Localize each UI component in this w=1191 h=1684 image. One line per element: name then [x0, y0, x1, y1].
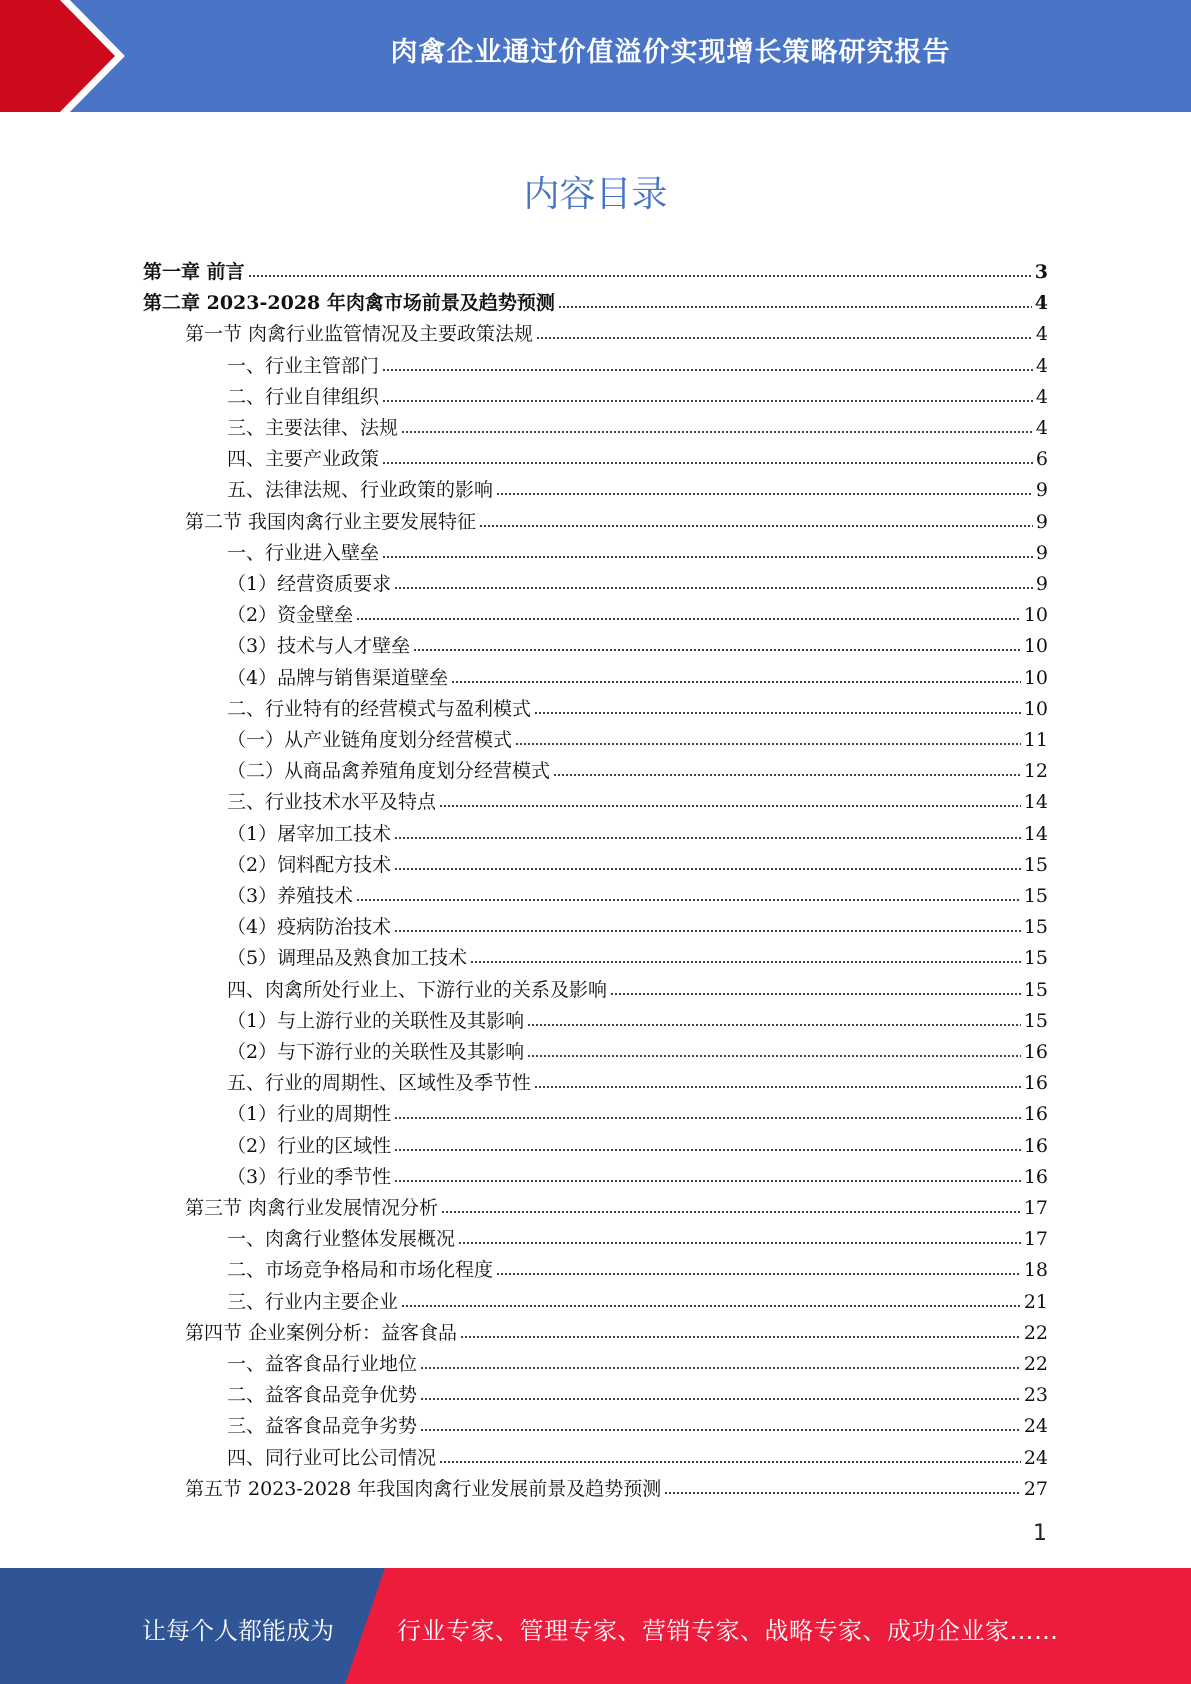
toc-title: 内容目录	[523, 174, 668, 215]
toc-dot-leader	[534, 1084, 1021, 1090]
toc-dot-leader	[536, 335, 1033, 341]
toc-entry-page: 4	[1035, 323, 1048, 346]
toc-entry[interactable]	[227, 1345, 1048, 1376]
toc-dot-leader	[401, 429, 1033, 435]
toc-entry-label: （二）从商品禽养殖角度划分经营模式	[227, 760, 551, 783]
toc-entry[interactable]	[227, 1033, 1048, 1064]
toc-dot-leader	[394, 1115, 1021, 1121]
toc-entry-page: 4	[1035, 385, 1048, 408]
toc-entry-label: 一、益客食品行业地位	[227, 1353, 418, 1375]
toc-entry[interactable]	[227, 1407, 1048, 1438]
toc-entry[interactable]	[227, 1283, 1048, 1314]
toc-entry-page: 15	[1023, 885, 1048, 907]
toc-entry-page: 27	[1023, 1477, 1048, 1500]
toc-entry[interactable]	[227, 1127, 1048, 1158]
toc-entry-page: 16	[1023, 1165, 1048, 1188]
toc-entry-label: （2）行业的区域性	[227, 1134, 392, 1157]
toc-dot-leader	[558, 304, 1032, 310]
toc-dot-leader	[534, 710, 1021, 716]
toc-entry-label: （3）养殖技术	[227, 885, 354, 907]
toc-entry[interactable]	[227, 596, 1048, 627]
toc-entry-page: 14	[1023, 822, 1048, 845]
toc-entry-label: 四、同行业可比公司情况	[227, 1446, 437, 1469]
toc-entry[interactable]	[227, 471, 1048, 502]
toc-dot-leader	[420, 1365, 1021, 1371]
toc-entry-label: 五、法律法规、行业政策的影响	[227, 479, 494, 502]
toc-dot-leader	[460, 1334, 1021, 1340]
toc-entry-page: 4	[1035, 354, 1048, 377]
toc-entry-page: 24	[1023, 1446, 1048, 1469]
toc-entry[interactable]	[227, 846, 1048, 877]
toc-entry-page: 4	[1035, 417, 1048, 439]
page-header	[0, 0, 1191, 112]
toc-entry-page: 6	[1035, 448, 1048, 471]
toc-entry[interactable]	[227, 534, 1048, 565]
toc-entry-label: （2）饲料配方技术	[227, 853, 392, 876]
toc-entry-label: （1）与上游行业的关联性及其影响	[227, 1009, 525, 1032]
toc-entry-label: （3）行业的季节性	[227, 1165, 392, 1188]
footer-slogan-left: 让每个人都能成为	[142, 1617, 334, 1645]
toc-dot-leader	[439, 1459, 1021, 1465]
toc-entry[interactable]	[227, 565, 1048, 596]
toc-entry[interactable]	[185, 1189, 1048, 1220]
toc-entry-label: 一、肉禽行业整体发展概况	[227, 1228, 456, 1251]
toc-dot-leader	[496, 1271, 1021, 1277]
toc-entry-page: 4	[1034, 292, 1048, 315]
toc-dot-leader	[382, 367, 1033, 373]
toc-entry-label: （2）资金壁垒	[227, 604, 354, 627]
toc-entry-label: 二、市场竞争格局和市场化程度	[227, 1259, 494, 1282]
toc-entry[interactable]	[185, 1470, 1048, 1501]
toc-entry-page: 12	[1023, 760, 1048, 783]
toc-entry-page: 15	[1023, 978, 1048, 1001]
toc-entry-label: 二、行业自律组织	[227, 385, 380, 408]
page-number: 1	[1033, 1521, 1047, 1546]
toc-dot-leader	[394, 1178, 1021, 1184]
toc-dot-leader	[413, 647, 1021, 653]
toc-entry-page: 22	[1023, 1353, 1048, 1375]
toc-entry-label: 三、益客食品竞争劣势	[227, 1415, 418, 1438]
toc-entry-page: 16	[1023, 1103, 1048, 1126]
toc-entry-page: 24	[1023, 1415, 1048, 1438]
toc-dot-leader	[394, 835, 1021, 841]
toc-entry-page: 10	[1023, 666, 1048, 689]
toc-dot-leader	[479, 523, 1033, 529]
toc-entry-page: 9	[1035, 510, 1048, 533]
toc-entry[interactable]	[227, 971, 1048, 1002]
toc-dot-leader	[610, 991, 1021, 997]
toc-entry[interactable]	[227, 378, 1048, 409]
toc-dot-leader	[664, 1490, 1021, 1496]
toc-dot-leader	[451, 679, 1021, 685]
toc-dot-leader	[496, 491, 1033, 497]
toc-dot-leader	[382, 460, 1033, 466]
toc-dot-leader	[394, 1147, 1021, 1153]
toc-dot-leader	[356, 897, 1021, 903]
toc-dot-leader	[382, 554, 1033, 560]
toc-entry-label: （3）技术与人才壁垒	[227, 635, 411, 658]
toc-entry-label: 五、行业的周期性、区域性及季节性	[227, 1072, 532, 1095]
toc-entry-label: （4）疫病防治技术	[227, 916, 392, 939]
toc-entry-label: （1）经营资质要求	[227, 573, 392, 595]
toc-entry-page: 16	[1023, 1134, 1048, 1157]
toc-dot-leader	[394, 866, 1021, 872]
toc-entry-page: 15	[1023, 916, 1048, 939]
toc-entry-page: 9	[1035, 573, 1048, 595]
toc-entry[interactable]	[185, 503, 1048, 534]
toc-entry[interactable]	[227, 1220, 1048, 1251]
toc-entry-label: 第一章 前言	[143, 261, 245, 283]
toc-entry-label: 第五节 2023-2028 年我国肉禽行业发展前景及趋势预测	[185, 1477, 662, 1500]
footer-slogan-right: 行业专家、管理专家、营销专家、战略专家、成功企业家……	[397, 1617, 1059, 1645]
toc-entry-page: 17	[1023, 1228, 1048, 1251]
toc-entry-label: 第四节 企业案例分析：益客食品	[185, 1321, 458, 1344]
toc-entry[interactable]	[227, 690, 1048, 721]
toc-dot-leader	[401, 1303, 1021, 1309]
toc-dot-leader	[394, 585, 1033, 591]
toc-entry-label: （4）品牌与销售渠道壁垒	[227, 666, 449, 689]
toc-entry-label: 三、行业内主要企业	[227, 1290, 399, 1313]
toc-entry[interactable]	[227, 1002, 1048, 1033]
toc-entry[interactable]	[143, 253, 1048, 284]
header-red-arrow-icon	[0, 0, 150, 112]
toc-entry-page: 16	[1023, 1072, 1048, 1095]
toc-entry-page: 9	[1035, 479, 1048, 502]
toc-entry-label: 一、行业进入壁垒	[227, 541, 380, 564]
toc-dot-leader	[394, 928, 1021, 934]
toc-entry-page: 22	[1023, 1321, 1048, 1344]
toc-entry-page: 18	[1023, 1259, 1048, 1282]
toc-entry-label: 第一节 肉禽行业监管情况及主要政策法规	[185, 323, 534, 346]
toc-entry[interactable]	[227, 908, 1048, 939]
toc-entry[interactable]	[227, 1439, 1048, 1470]
toc-entry-page: 15	[1023, 1009, 1048, 1032]
toc-entry[interactable]	[227, 1158, 1048, 1189]
toc-entry[interactable]	[227, 1064, 1048, 1095]
toc-entry-label: 三、行业技术水平及特点	[227, 791, 437, 814]
toc-entry-label: （2）与下游行业的关联性及其影响	[227, 1041, 525, 1063]
page-footer	[0, 1568, 1191, 1684]
toc-entry-page: 10	[1023, 604, 1048, 627]
toc-entry-label: 四、肉禽所处行业上、下游行业的关系及影响	[227, 978, 608, 1001]
toc-entry-page: 21	[1023, 1290, 1048, 1313]
toc-dot-leader	[527, 1022, 1021, 1028]
toc-entry[interactable]	[227, 939, 1048, 970]
toc-entry-page: 9	[1035, 541, 1048, 564]
toc-dot-leader	[553, 772, 1021, 778]
toc-entry-page: 3	[1034, 261, 1048, 283]
toc-dot-leader	[382, 398, 1033, 404]
toc-entry-label: 第三节 肉禽行业发展情况分析	[185, 1197, 439, 1219]
toc-entry[interactable]	[227, 347, 1048, 378]
toc-entry[interactable]	[227, 440, 1048, 471]
toc-entry-label: 二、行业特有的经营模式与盈利模式	[227, 697, 532, 720]
toc-dot-leader	[248, 273, 1032, 279]
toc-entry[interactable]	[227, 1095, 1048, 1126]
toc-entry-label: 四、主要产业政策	[227, 448, 380, 471]
toc-entry-page: 15	[1023, 947, 1048, 970]
toc-entry[interactable]	[185, 315, 1048, 346]
toc-entry-label: （5）调理品及熟食加工技术	[227, 947, 468, 970]
toc-entry[interactable]	[227, 815, 1048, 846]
toc-entry-page: 23	[1023, 1384, 1048, 1407]
toc-entry[interactable]	[227, 659, 1048, 690]
toc-entry-label: 二、益客食品竞争优势	[227, 1384, 418, 1407]
toc-dot-leader	[470, 959, 1021, 965]
toc-entry[interactable]	[185, 1314, 1048, 1345]
toc-entry[interactable]	[227, 721, 1048, 752]
toc-entry-label: 第二节 我国肉禽行业主要发展特征	[185, 510, 477, 533]
toc-entry-label: （1）屠宰加工技术	[227, 822, 392, 845]
report-title: 肉禽企业通过价值溢价实现增长策略研究报告	[390, 37, 951, 68]
toc-entry-page: 17	[1023, 1197, 1048, 1219]
toc-entry[interactable]	[227, 409, 1048, 440]
toc-entry[interactable]	[227, 1376, 1048, 1407]
toc-dot-leader	[420, 1427, 1021, 1433]
toc-dot-leader	[527, 1053, 1021, 1059]
toc-dot-leader	[441, 1209, 1021, 1215]
toc-entry-page: 10	[1023, 635, 1048, 658]
toc-entry-page: 10	[1023, 697, 1048, 720]
toc-entry-page: 16	[1023, 1041, 1048, 1063]
toc-entry[interactable]	[227, 877, 1048, 908]
toc-dot-leader	[356, 616, 1021, 622]
toc-entry-label: 一、行业主管部门	[227, 354, 380, 377]
toc-entry[interactable]	[227, 1251, 1048, 1282]
toc-dot-leader	[420, 1396, 1021, 1402]
toc-dot-leader	[439, 803, 1021, 809]
toc-entry-label: 三、主要法律、法规	[227, 417, 399, 439]
toc-entry-page: 11	[1023, 729, 1048, 751]
toc-entry-label: （一）从产业链角度划分经营模式	[227, 729, 513, 751]
toc-entry[interactable]	[143, 284, 1048, 315]
toc-entry[interactable]	[227, 752, 1048, 783]
toc-dot-leader	[515, 741, 1021, 747]
toc-entry-label: 第二章 2023-2028 年肉禽市场前景及趋势预测	[143, 292, 555, 315]
toc-entry-page: 14	[1023, 791, 1048, 814]
toc-entry[interactable]	[227, 783, 1048, 814]
toc-dot-leader	[458, 1240, 1021, 1246]
toc-entry-page: 15	[1023, 853, 1048, 876]
toc-entry[interactable]	[227, 627, 1048, 658]
toc-entry-label: （1）行业的周期性	[227, 1103, 392, 1126]
